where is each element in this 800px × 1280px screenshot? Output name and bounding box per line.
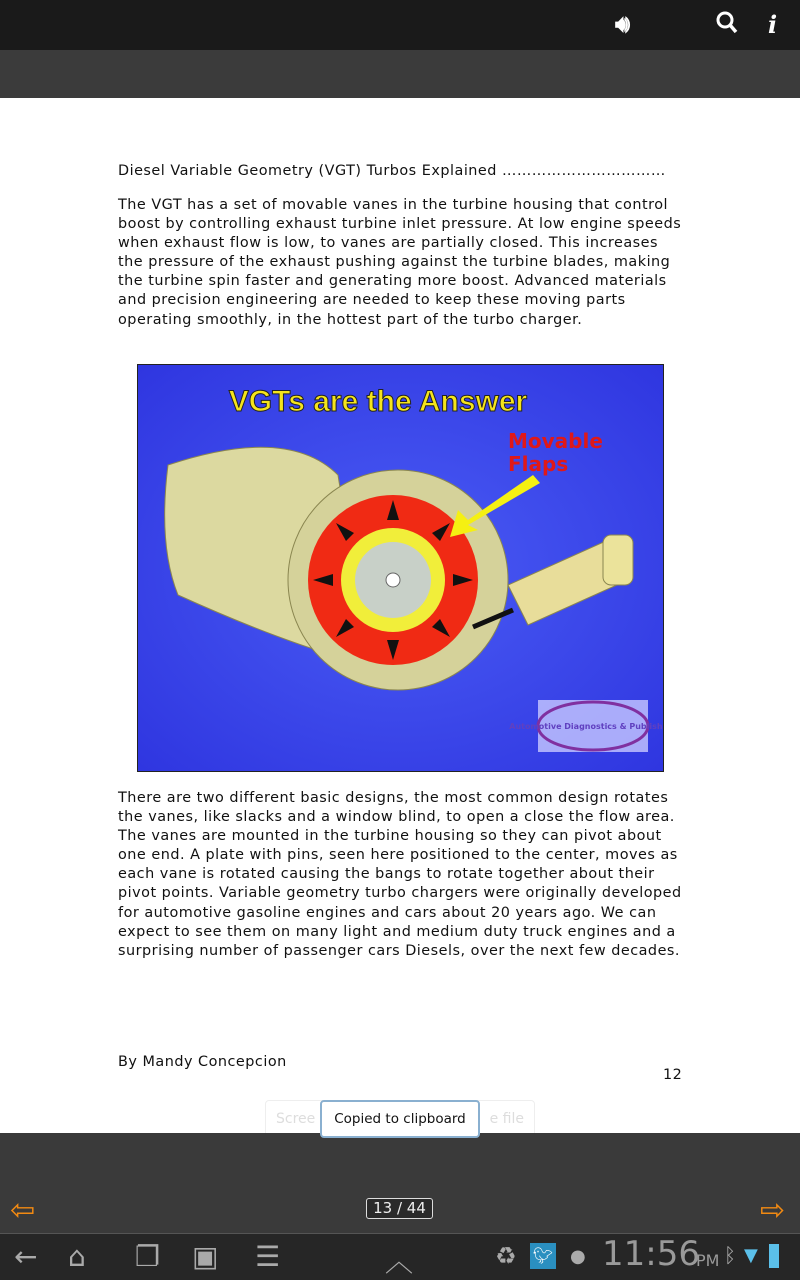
system-navbar <box>0 1233 800 1280</box>
paragraph-2: There are two different basic designs, the most common design rotates the vanes, like slacks and a window blind, to open a close the flow area. The vanes are mounted in the turbine housing so they can pivot about one end. A plate with pins, seen here positioned to the center, moves as each vane is rotated causing the bangs to rotate together about their pivot points. Variable geometry turbo chargers were originally developed for automotive gasoline engines and cars about 20 years ago. We can expect to see them on many light and medium duty truck engines and a surprising number of passenger cars Diesels, over the next few decades. <box>118 790 682 959</box>
twitter-icon: 🐦︎ <box>530 1243 556 1269</box>
back-icon[interactable]: ← <box>14 1240 38 1273</box>
bluetooth-icon: ᛒ <box>724 1243 736 1267</box>
author: By Mandy Concepcion <box>118 1054 287 1070</box>
document-heading: Diesel Variable Geometry (VGT) Turbos Explained …………………………… <box>118 163 666 179</box>
previous-page-arrow-icon[interactable]: ⇦ <box>10 1193 36 1228</box>
figure-title: VGTs are the Answer <box>228 385 528 418</box>
home-icon[interactable]: ⌂ <box>68 1240 86 1273</box>
menu-item-file: e file <box>489 1111 524 1127</box>
expand-up-icon[interactable]: ︿ <box>385 1245 414 1278</box>
page-indicator[interactable]: 13 / 44 <box>366 1198 433 1219</box>
menu-icon[interactable]: ☰ <box>255 1240 281 1273</box>
search-icon[interactable] <box>715 10 739 42</box>
toast-message: Copied to clipboard <box>320 1100 480 1138</box>
recent-apps-icon[interactable]: ❐ <box>135 1240 161 1273</box>
top-toolbar <box>0 0 800 50</box>
page-number: 12 <box>663 1067 683 1083</box>
notification-icon: ● <box>570 1246 586 1267</box>
callout-line1: Movable <box>508 429 603 453</box>
menu-item-screenshot: Scree <box>276 1111 316 1127</box>
next-page-arrow-icon[interactable]: ⇨ <box>760 1193 786 1228</box>
secondary-toolbar <box>0 50 800 98</box>
info-icon[interactable]: i <box>768 10 778 39</box>
clock-ampm: PM <box>696 1251 720 1270</box>
recycle-icon: ♻ <box>495 1242 517 1270</box>
signal-icon: ▼ <box>744 1245 758 1266</box>
clock-time: 11:56 <box>602 1234 700 1274</box>
volume-icon[interactable]: 🔊︎ <box>615 10 631 38</box>
callout-line2: Flaps <box>508 452 569 476</box>
paragraph-1: The VGT has a set of movable vanes in the turbine housing that control boost by controlling exhaust turbine inlet pressure. At low engine speeds when exhaust flow is low, to vanes are partially closed. This increases the pressure of the exhaust pushing against the turbine blades, making the turbine spin faster and generating more boost. Advanced materials and precision engineering are needed to keep these moving parts operating smoothly, in the hottest part of the turbo charger. <box>118 197 682 328</box>
screenshot-icon[interactable]: ▣ <box>192 1240 219 1273</box>
battery-icon <box>769 1244 779 1268</box>
publisher-logo: Automotive Diagnostics & Publishing <box>509 722 663 731</box>
vgt-figure <box>137 364 664 772</box>
